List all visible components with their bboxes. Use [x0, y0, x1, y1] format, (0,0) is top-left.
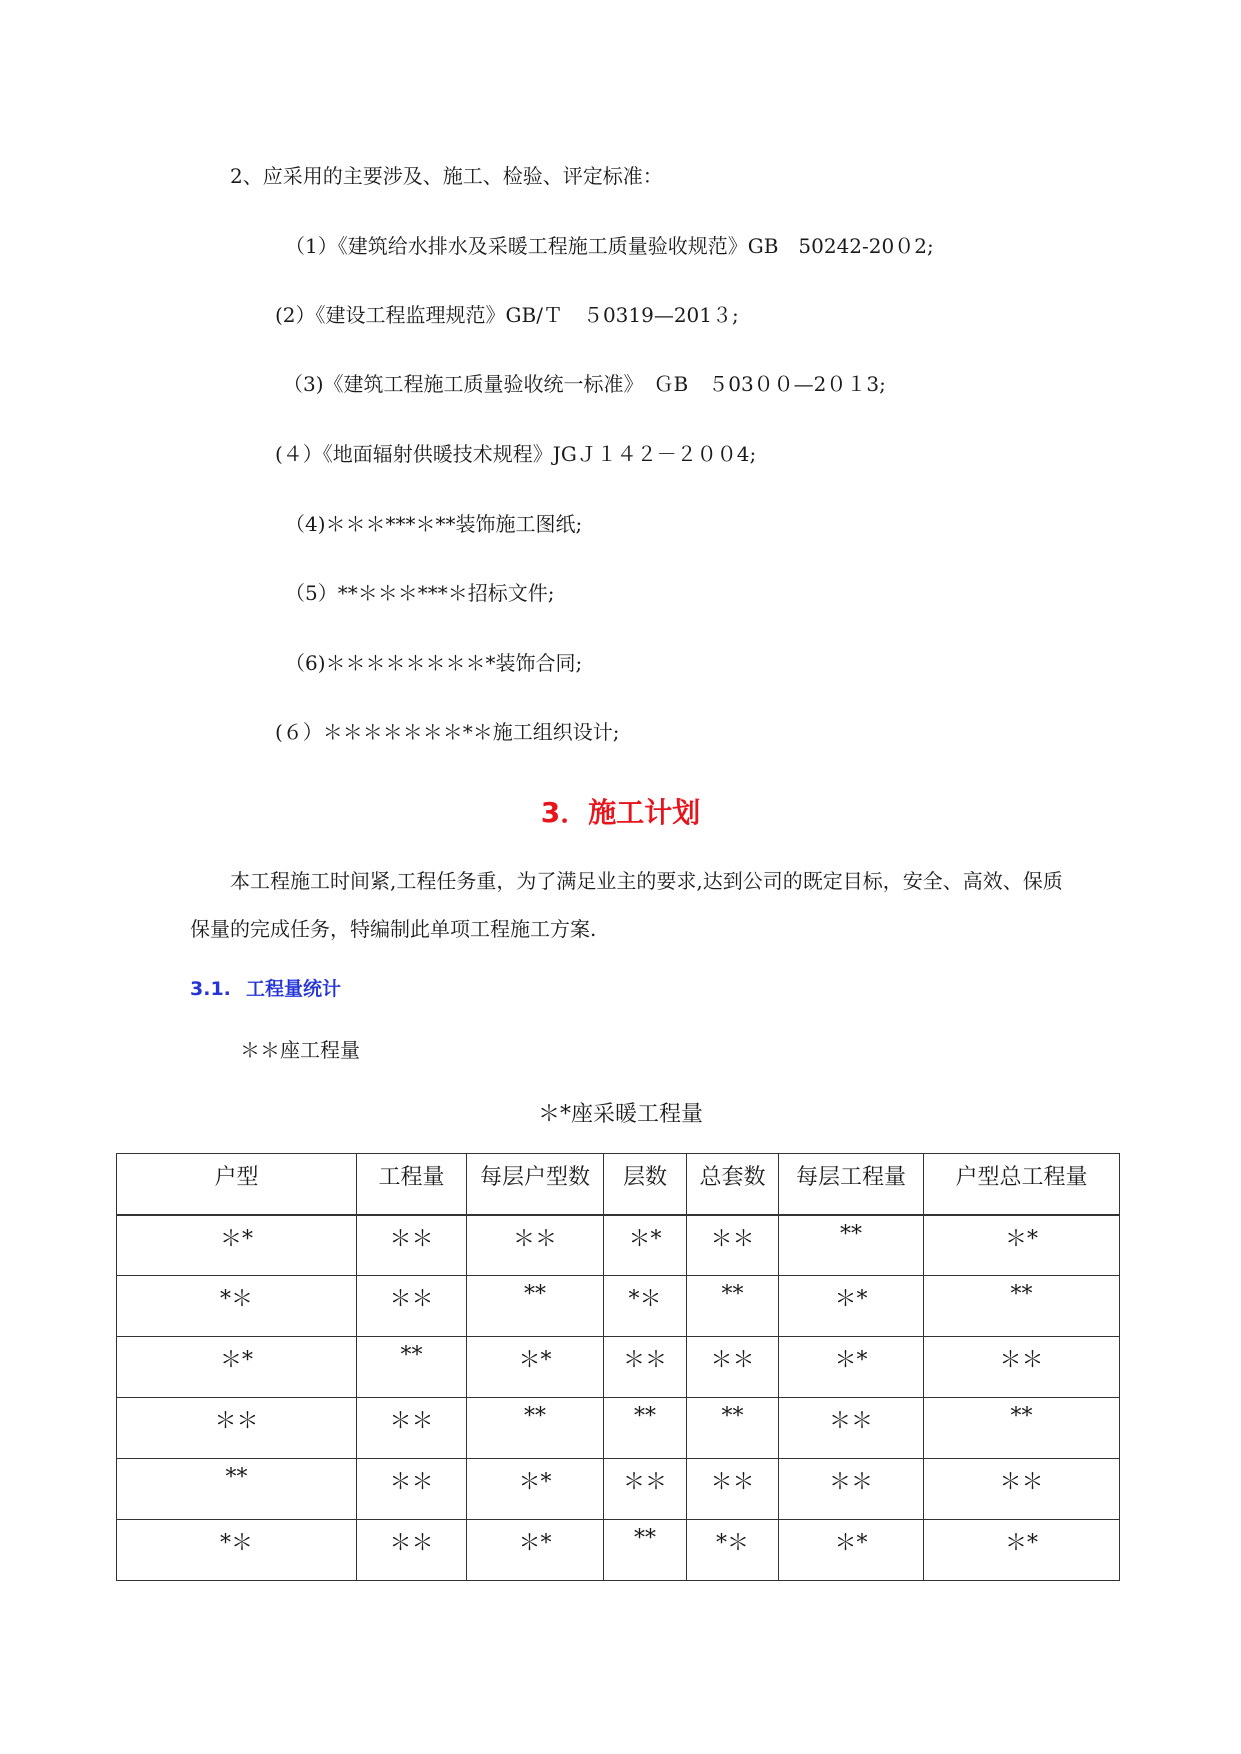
- standard-item: （6)＊＊＊＊＊＊＊＊*装饰合同;: [285, 651, 583, 675]
- table-cell: **: [467, 1398, 604, 1459]
- table-cell: ＊＊: [687, 1459, 779, 1520]
- table-cell: ＊＊: [357, 1398, 467, 1459]
- table-cell: **: [687, 1276, 779, 1337]
- header-cell: 每层户型数: [467, 1154, 604, 1215]
- table-cell: ＊＊: [924, 1459, 1120, 1520]
- header-cell: 每层工程量: [779, 1154, 924, 1215]
- table-cell: ＊*: [467, 1459, 604, 1520]
- subsection-title: 工程量统计: [246, 978, 342, 1000]
- table-cell: **: [604, 1520, 687, 1581]
- table-cell: ＊*: [604, 1215, 687, 1276]
- table-cell: ＊*: [467, 1337, 604, 1398]
- table-cell: **: [604, 1398, 687, 1459]
- header-cell: 工程量: [357, 1154, 467, 1215]
- table-cell: ＊*: [779, 1520, 924, 1581]
- table-cell: ＊＊: [687, 1215, 779, 1276]
- standard-item: (６）＊＊＊＊＊＊＊*＊施工组织设计;: [275, 720, 620, 744]
- table-cell: *＊: [604, 1276, 687, 1337]
- header-cell: 总套数: [687, 1154, 779, 1215]
- table-cell: **: [779, 1215, 924, 1276]
- sub-label: ＊＊座工程量: [240, 1038, 360, 1062]
- table-cell: ＊＊: [779, 1459, 924, 1520]
- table-cell: **: [357, 1337, 467, 1398]
- table-header-row: [117, 1154, 1120, 1215]
- quantity-table: [116, 1153, 1120, 1581]
- table-cell: *＊: [117, 1276, 357, 1337]
- table-cell: ＊*: [117, 1215, 357, 1276]
- table-cell: **: [467, 1276, 604, 1337]
- table-cell: ＊*: [924, 1215, 1120, 1276]
- subsection-number: 3.1.: [190, 978, 231, 1000]
- table-cell: ＊＊: [357, 1215, 467, 1276]
- subsection-heading: [190, 975, 341, 1003]
- table-cell: **: [924, 1276, 1120, 1337]
- standards-intro: 2、应采用的主要涉及、施工、检验、评定标准：: [230, 164, 663, 188]
- standard-item: (2）《建设工程监理规范》GB/Ｔ ５0319—201３;: [275, 303, 739, 327]
- table-cell: **: [117, 1459, 357, 1520]
- table-cell: ＊*: [467, 1520, 604, 1581]
- table-cell: ＊＊: [357, 1459, 467, 1520]
- section-paragraph: 本工程施工时间紧,工程任务重，为了满足业主的要求,达到公司的既定目标，安全、高效、保质保量的完成任务，特编制此单项工程施工方案.: [190, 869, 1063, 941]
- table-row: [117, 1337, 1120, 1398]
- table-caption: ＊*座采暖工程量: [537, 1102, 703, 1127]
- table-row: [117, 1520, 1120, 1581]
- header-cell: 层数: [604, 1154, 687, 1215]
- table-row: [117, 1398, 1120, 1459]
- header-cell: 户型: [117, 1154, 357, 1215]
- table-row: [117, 1215, 1120, 1276]
- table-cell: ＊*: [779, 1276, 924, 1337]
- table-cell: ＊*: [117, 1337, 357, 1398]
- table-cell: ＊＊: [467, 1215, 604, 1276]
- standard-item: （4)＊＊＊***＊**装饰施工图纸;: [285, 512, 583, 536]
- table-cell: ＊＊: [779, 1398, 924, 1459]
- table-cell: *＊: [117, 1520, 357, 1581]
- table-cell: ＊＊: [604, 1337, 687, 1398]
- header-cell: 户型总工程量: [924, 1154, 1120, 1215]
- table-cell: ＊＊: [357, 1520, 467, 1581]
- standard-item: (４）《地面辐射供暖技术规程》JGＪ１４２－２００4;: [275, 442, 757, 466]
- table-cell: *＊: [687, 1520, 779, 1581]
- table-cell: ＊＊: [357, 1276, 467, 1337]
- standard-item: （5）**＊＊＊***＊招标文件;: [285, 581, 555, 605]
- table-cell: **: [924, 1398, 1120, 1459]
- table-cell: ＊＊: [604, 1459, 687, 1520]
- standard-item: （1）《建筑给水排水及采暖工程施工质量验收规范》GB 50242-20０2;: [285, 234, 934, 258]
- table-cell: ＊＊: [687, 1337, 779, 1398]
- table-cell: ＊＊: [117, 1398, 357, 1459]
- standard-item: （3)《建筑工程施工质量验收统一标准》 ＧB ５03００—2０１3;: [283, 372, 886, 396]
- table-cell: ＊*: [779, 1337, 924, 1398]
- table-row: [117, 1459, 1120, 1520]
- table-row: [117, 1276, 1120, 1337]
- table-cell: **: [687, 1398, 779, 1459]
- section-heading: 3．施工计划: [540, 796, 701, 829]
- table-cell: ＊*: [924, 1520, 1120, 1581]
- table-cell: ＊＊: [924, 1337, 1120, 1398]
